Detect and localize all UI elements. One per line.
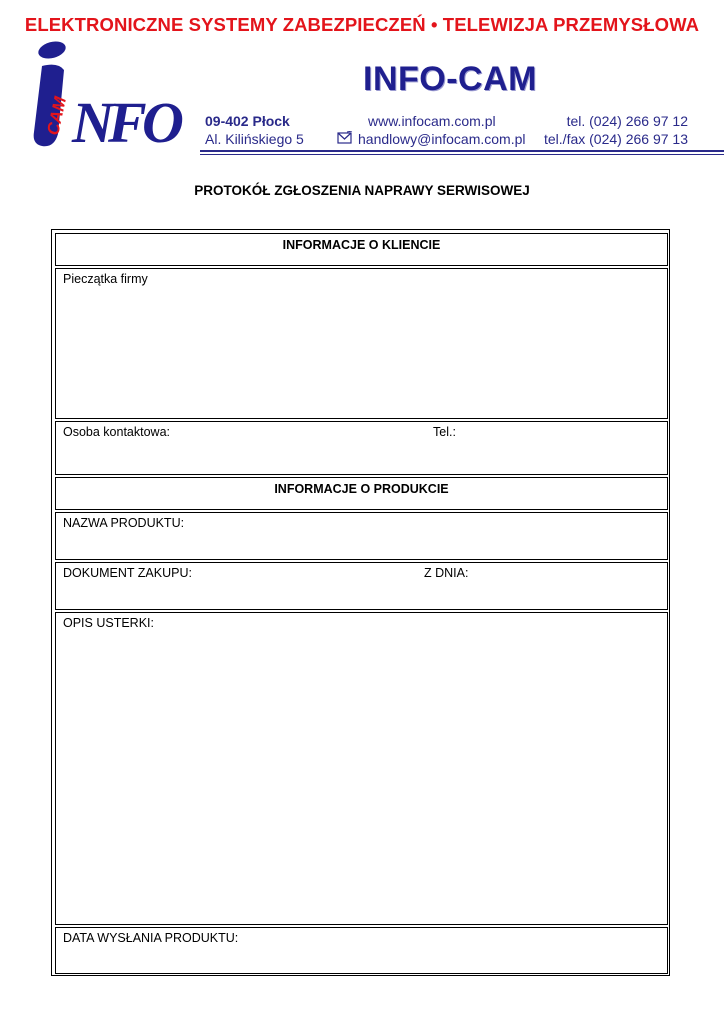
document-title: PROTOKÓŁ ZGŁOSZENIA NAPRAWY SERWISOWEJ: [194, 183, 530, 198]
company-tagline: ELEKTRONICZNE SYSTEMY ZABEZPIECZEŃ • TELEWIZJA PRZEMYSŁOWA: [24, 14, 700, 35]
envelope-icon: [337, 131, 353, 145]
purchase-document-field[interactable]: [55, 562, 668, 610]
shipping-date-label: DATA WYSŁANIA PRODUKTU:: [63, 931, 239, 945]
info-cam-logo: [28, 36, 188, 154]
purchase-document-label: DOKUMENT ZAKUPU:: [63, 566, 192, 580]
shipping-date-field[interactable]: [55, 927, 668, 974]
product-info-heading: INFORMACJE O PRODUKCIE: [274, 482, 449, 496]
product-info-section-header: [55, 477, 668, 510]
fax-number: tel./fax (024) 266 97 13: [544, 131, 688, 147]
email-link[interactable]: handlowy@infocam.com.pl: [358, 131, 526, 147]
purchase-date-label: Z DNIA:: [424, 566, 469, 580]
phone-number: tel. (024) 266 97 12: [566, 113, 688, 129]
address-street: Al. Kilińskiego 5: [205, 131, 304, 147]
phone-label: Tel.:: [433, 425, 456, 439]
fault-description-label: OPIS USTERKI:: [63, 616, 154, 630]
header-rule-thin: [200, 154, 724, 155]
company-stamp-label: Pieczątka firmy: [63, 272, 148, 286]
address-city: 09-402 Płock: [205, 113, 290, 129]
contact-person-label: Osoba kontaktowa:: [63, 425, 171, 439]
fault-description-field[interactable]: [55, 612, 668, 925]
product-name-label: NAZWA PRODUKTU:: [63, 516, 185, 530]
header-rule: [200, 150, 724, 152]
client-info-section-header: [55, 233, 668, 266]
logo-letter-f: F: [108, 90, 147, 154]
company-stamp-field[interactable]: [55, 268, 668, 419]
logo-letter-n: N: [72, 90, 114, 154]
product-name-field[interactable]: [55, 512, 668, 560]
logo-letter-o: O: [142, 90, 184, 154]
logo-sub-text: CAM: [43, 95, 70, 137]
contact-person-field[interactable]: [55, 421, 668, 475]
website-link[interactable]: www.infocam.com.pl: [368, 113, 496, 129]
brand-name: INFO-CAM: [363, 60, 537, 98]
client-info-heading: INFORMACJE O KLIENCIE: [282, 238, 441, 252]
